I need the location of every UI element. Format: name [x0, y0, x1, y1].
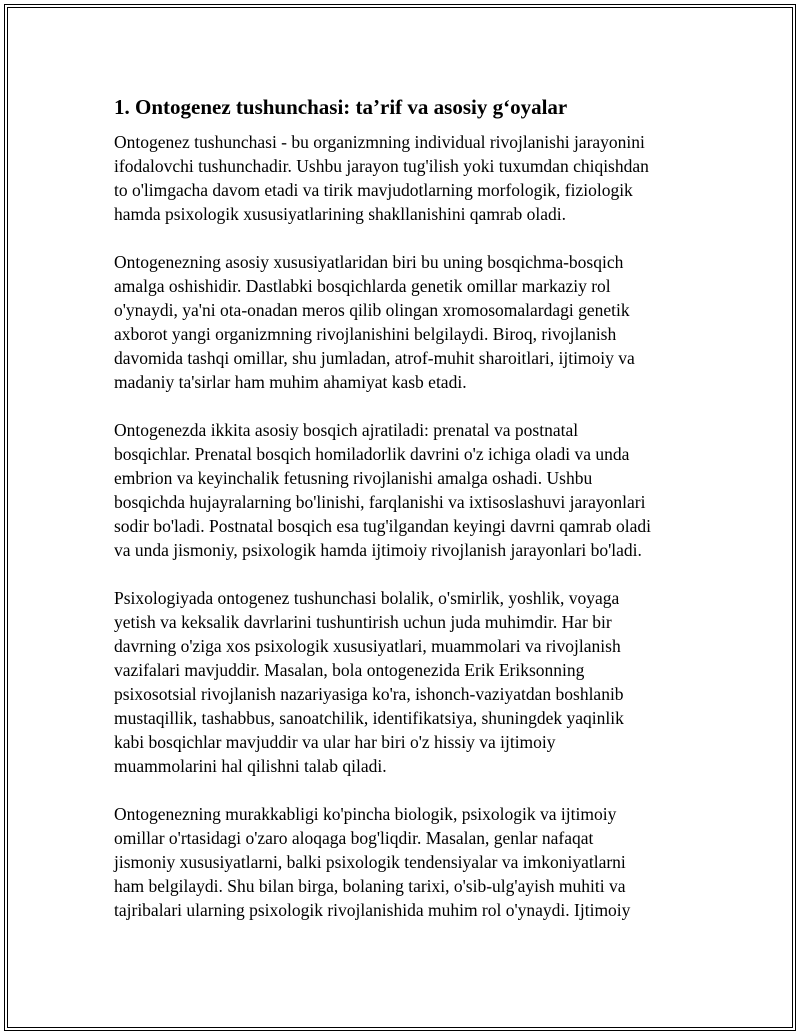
text-line: bosqichda hujayralarning bo'linishi, farqlanishi va ixtisoslashuvi jarayonlari [114, 492, 646, 512]
text-line: madaniy ta'sirlar ham muhim ahamiyat kasb etadi. [114, 372, 467, 392]
text-line: va unda jismoniy, psixologik hamda ijtimoiy rivojlanish jarayonlari bo'ladi. [114, 540, 642, 560]
text-line: mustaqillik, tashabbus, sanoatchilik, identifikatsiya, shuningdek yaqinlik [114, 708, 624, 728]
text-line: omillar o'rtasidagi o'zaro aloqaga bog'liqdir. Masalan, genlar nafaqat [114, 828, 594, 848]
text-line: vazifalari mavjuddir. Masalan, bola ontogenezida Erik Eriksonning [114, 660, 585, 680]
paragraph-3 [114, 418, 694, 562]
text-line: Ontogenezda ikkita asosiy bosqich ajratiladi: prenatal va postnatal [114, 420, 579, 440]
text-line: Ontogenezning murakkabligi ko'pincha biologik, psixologik va ijtimoiy [114, 804, 617, 824]
text-line: to o'limgacha davom etadi va tirik mavjudotlarning morfologik, fiziologik [114, 180, 633, 200]
text-line: axborot yangi organizmning rivojlanishini belgilaydi. Biroq, rivojlanish [114, 324, 617, 344]
text-line: sodir bo'ladi. Postnatal bosqich esa tug'ilgandan keyingi davrni qamrab oladi [114, 516, 652, 536]
section-heading: 1. Ontogenez tushunchasi: ta’rif va asosiy g‘oyalar [114, 95, 568, 119]
text-line: o'ynaydi, ya'ni ota-onadan meros qilib olingan xromosomalardagi genetik [114, 300, 630, 320]
text-line: muammolarini hal qilishni talab qiladi. [114, 756, 387, 776]
text-line: ifodalovchi tushunchadir. Ushbu jarayon tug'ilish yoki tuxumdan chiqishdan [114, 156, 649, 176]
text-line: davrning o'ziga xos psixologik xususiyatlari, muammolari va rivojlanish [114, 636, 621, 656]
text-line: bosqichlar. Prenatal bosqich homiladorlik davrini o'z ichiga oladi va unda [114, 444, 630, 464]
text-line: tajribalari ularning psixologik rivojlanishida muhim rol o'ynaydi. Ijtimoiy [114, 900, 631, 920]
text-line: kabi bosqichlar mavjuddir va ular har biri o'z hissiy va ijtimoiy [114, 732, 556, 752]
text-line: jismoniy xususiyatlarni, balki psixologik tendensiyalar va imkoniyatlarni [114, 852, 626, 872]
text-line: Ontogenezning asosiy xususiyatlaridan biri bu uning bosqichma-bosqich [114, 252, 624, 272]
text-line: amalga oshishidir. Dastlabki bosqichlarda genetik omillar markaziy rol [114, 276, 611, 296]
paragraph-4 [114, 586, 694, 778]
text-line: hamda psixologik xususiyatlarining shakllanishini qamrab oladi. [114, 204, 567, 224]
paragraph-1 [114, 130, 694, 226]
document-body [114, 94, 694, 946]
text-line: embrion va keyinchalik fetusning rivojlanishi amalga oshadi. Ushbu [114, 468, 593, 488]
text-line: Ontogenez tushunchasi - bu organizmning individual rivojlanishi jarayonini [114, 132, 645, 152]
text-line: yetish va keksalik davrlarini tushuntirish uchun juda muhimdir. Har bir [114, 612, 612, 632]
text-line: davomida tashqi omillar, shu jumladan, atrof-muhit sharoitlari, ijtimoiy va [114, 348, 635, 368]
paragraph-5 [114, 802, 694, 922]
paragraph-2 [114, 250, 694, 394]
text-line: ham belgilaydi. Shu bilan birga, bolaning tarixi, o'sib-ulg'ayish muhiti va [114, 876, 626, 896]
text-line: psixosotsial rivojlanish nazariyasiga ko'ra, ishonch-vaziyatdan boshlanib [114, 684, 624, 704]
text-line: Psixologiyada ontogenez tushunchasi bolalik, o'smirlik, yoshlik, voyaga [114, 588, 620, 608]
